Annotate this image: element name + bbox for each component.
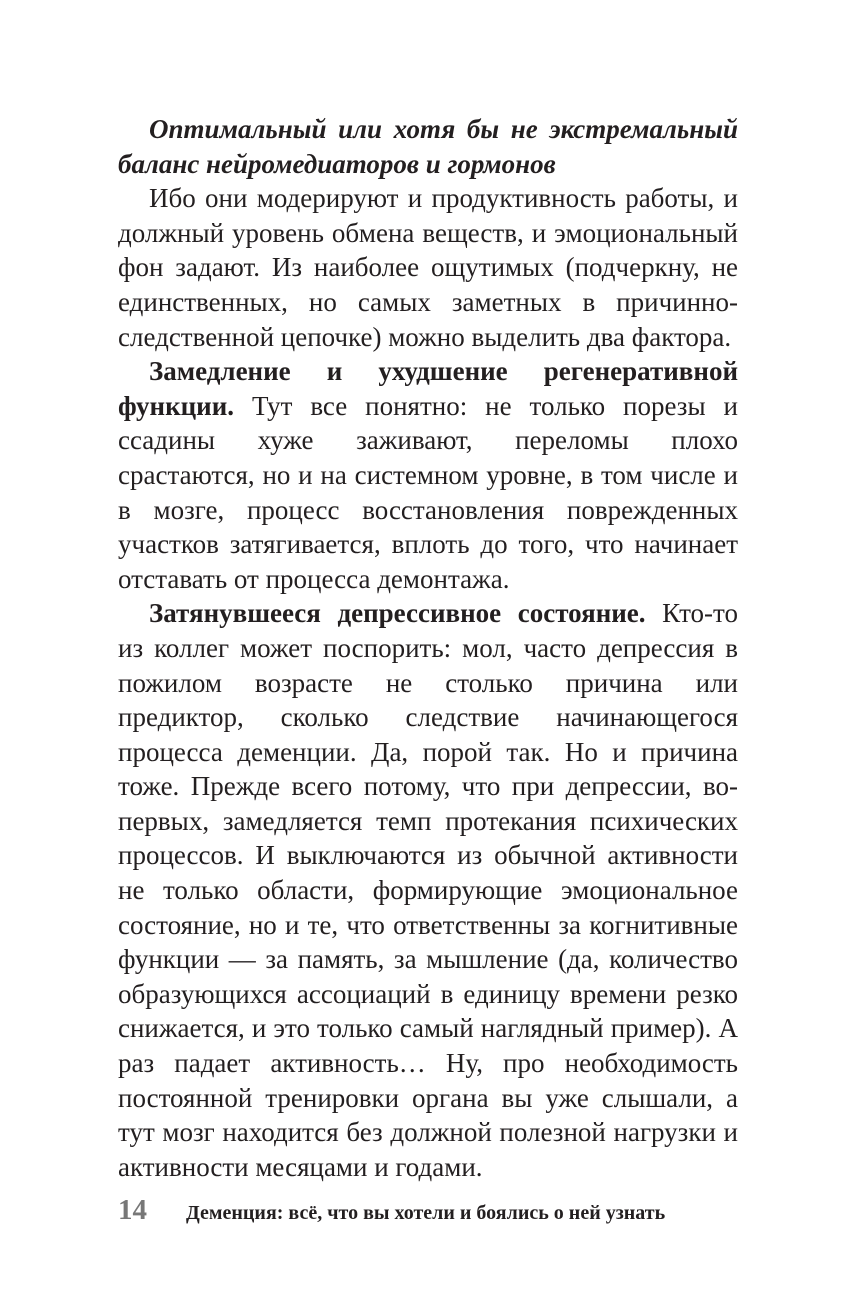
paragraph-lead: Замедление и ухудшение регенеративной функции. bbox=[118, 356, 738, 421]
paragraph-text: Тут все понятно: не только порезы и ссадины хуже заживают, переломы плохо срастаются, но и на системном уровне, в том числе и в мозге, процесс восстановления поврежденных участков затягивается, вплоть до того, что начинает отставать от процесса демонтажа. bbox=[118, 390, 738, 594]
paragraph-regeneration bbox=[118, 354, 738, 596]
paragraph-intro bbox=[118, 181, 738, 354]
paragraph-text: Кто-то из коллег может поспорить: мол, часто депрессия в пожилом возрасте не столько причина или предиктор, сколько следствие начинающегося процесса деменции. Да, порой так. Но и причина тоже. Прежде всего потому, что при депрессии, во-первых, замедляется темп протекания психических процессов. И выключаются из обычной активности не только области, формирующие эмоциональное состояние, но и те, что ответственны за когнитивные функции — за память, за мышление (да, количество образующихся ассоциаций в единицу времени резко снижается, и это только самый наглядный пример). А раз падает активность… Ну, про необходимость постоянной тренировки органа вы уже слышали, а тут мозг находится без должной полезной нагрузки и активности месяцами и годами. bbox=[118, 598, 738, 1182]
paragraph-depression bbox=[118, 596, 738, 1184]
paragraph-text: Ибо они модерируют и продуктивность работы, и должный уровень обмена веществ, и эмоциональный фон задают. Из наиболее ощутимых (подчеркну, не единственных, но самых заметных в причинно-следственной цепочке) можно выделить два фактора. bbox=[118, 183, 738, 352]
paragraph-lead: Затянувшееся депрессивное состояние. bbox=[149, 598, 646, 629]
page-body bbox=[118, 112, 738, 1184]
running-title: Деменция: всё, что вы хотели и боялись о ней узнать bbox=[186, 1202, 666, 1224]
page-footer bbox=[118, 1194, 738, 1227]
section-heading: Оптимальный или хотя бы не экстремальный баланс нейромедиаторов и гормонов bbox=[118, 114, 738, 179]
page-number: 14 bbox=[118, 1194, 147, 1226]
